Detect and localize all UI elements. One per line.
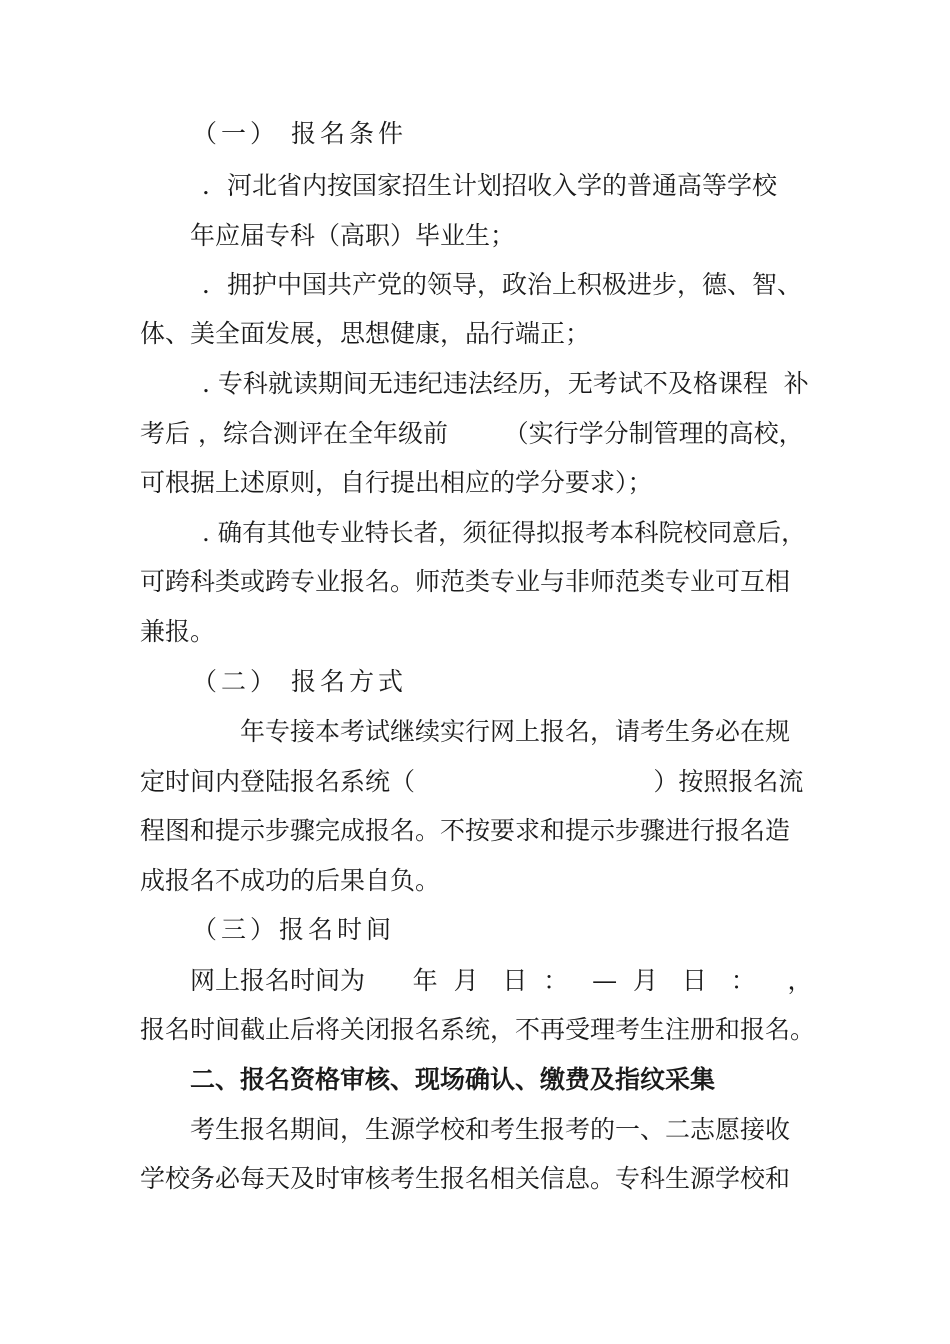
method-para-line-1: 年专接本考试继续实行网上报名，请考生务必在规 [240, 717, 791, 746]
condition-1-line-1: ．河北省内按国家招生计划招收入学的普通高等学校 [202, 171, 778, 200]
condition-4-line-2: 可跨科类或跨专业报名。师范类专业与非师范类专业可互相 [140, 567, 791, 596]
condition-2-line-1: ．拥护中国共产党的领导，政治上积极进步，德、智、 [202, 270, 803, 299]
section-heading-registration-conditions: （一） 报名条件 [192, 119, 407, 148]
condition-2-line-2: 体、美全面发展，思想健康，品行端正； [140, 319, 591, 348]
condition-4-line-1: . 确有其他专业特长者，须征得拟报考本科院校同意后， [202, 518, 806, 547]
method-para-line-4: 成报名不成功的后果自负。 [140, 866, 441, 895]
method-para-line-3: 程图和提示步骤完成报名。不按要求和提示步骤进行报名造 [140, 816, 791, 845]
review-para-line-1: 考生报名期间，生源学校和考生报考的一、二志愿接收 [190, 1115, 791, 1144]
condition-3-line-1: . 专科就读期间无违纪违法经历，无考试不及格课程 补 [202, 369, 809, 398]
condition-3-line-2: 考后 ，综合测评在全年级前 （实行学分制管理的高校， [140, 419, 804, 448]
time-para-line-2: 报名时间截止后将关闭报名系统，不再受理考生注册和报名。 [140, 1015, 816, 1044]
section-heading-qualification-review: 二、报名资格审核、现场确认、缴费及指纹采集 [190, 1065, 716, 1094]
review-para-line-2: 学校务必每天及时审核考生报名相关信息。专科生源学校和 [140, 1164, 791, 1193]
method-para-line-2: 定时间内登陆报名系统（ ）按照报名流 [140, 767, 804, 796]
time-para-line-1: 网上报名时间为 年 月 日 ： — 月 日 ： ， [190, 966, 813, 995]
condition-1-line-2: 年应届专科（高职）毕业生； [190, 221, 516, 250]
condition-4-line-3: 兼报。 [140, 617, 216, 646]
section-heading-registration-time: （三）报名时间 [192, 915, 396, 944]
section-heading-registration-method: （二） 报名方式 [192, 667, 407, 696]
condition-3-line-3: 可根据上述原则，自行提出相应的学分要求）； [140, 468, 653, 497]
